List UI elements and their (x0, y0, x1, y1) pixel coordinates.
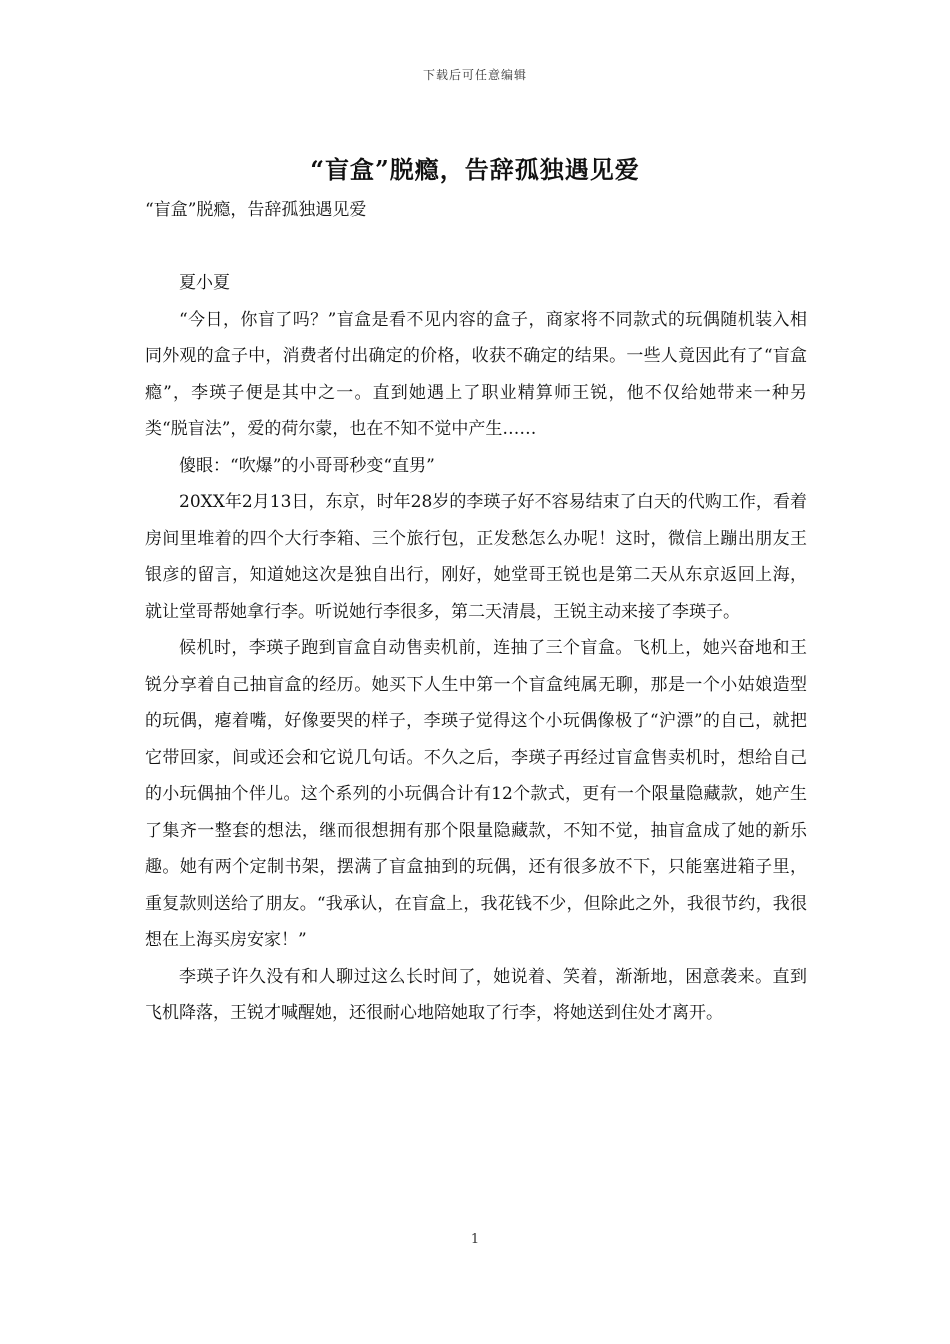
page-header: 下载后可任意编辑 (422, 68, 527, 82)
paragraph: 李瑛子许久没有和人聊过这么长时间了，她说着、笑着，渐渐地，困意袭来。直到飞机降落，王锐才喊醒她，还很耐心地陪她取了行李，将她送到住处才离开。 (145, 966, 807, 1023)
paragraph: 候机时，李瑛子跑到盲盒自动售卖机前，连抽了三个盲盒。飞机上，她兴奋地和王锐分享着自己抽盲盒的经历。她买下人生中第一个盲盒纯属无聊，那是一个小姑娘造型的玩偶，瘪着嘴，好像要哭的样子，李瑛子觉得这个小玩偶像极了“沪漂”的自己，就把它带回家，间或还会和它说几句话。不久之后，李瑛子再经过盲盒售卖机时，想给自己的小玩偶抽个伴儿。这个系列的小玩偶合计有12个款式，更有一个限量隐藏款，她产生了集齐一整套的想法，继而很想拥有那个限量隐藏款，不知不觉，抽盲盒成了她的新乐趣。她有两个定制书架，摆满了盲盒抽到的玩偶，还有很多放不下，只能塞进箱子里，重复款则送给了朋友。“我承认，在盲盒上，我花钱不少，但除此之外，我很节约，我很想在上海买房安家！” (145, 638, 807, 950)
paragraph-intro: “今日，你盲了吗？”盲盒是看不见内容的盒子，商家将不同款式的玩偶随机装入相同外观的盒子中，消费者付出确定的价格，收获不确定的结果。一些人竟因此有了“盲盒瘾”，李瑛子便是其中之一。直到她遇上了职业精算师王锐，他不仅给她带来一种另类“脱盲法”，爱的荷尔蒙，也在不知不觉中产生…… (145, 309, 807, 439)
page-number: 1 (470, 1232, 480, 1247)
author-byline: 夏小夏 (179, 273, 230, 293)
document-subtitle: “盲盒”脱瘾，告辞孤独遇见爱 (145, 200, 367, 220)
paragraph: 20XX年2月13日，东京，时年28岁的李瑛子好不容易结束了白天的代购工作，看着房间里堆着的四个大行李箱、三个旅行包，正发愁怎么办呢！这时，微信上蹦出朋友王银彦的留言，知道她这次是独自出行，刚好，她堂哥王锐也是第二天从东京返回上海，就让堂哥帮她拿行李。听说她行李很多，第二天清晨，王锐主动来接了李瑛子。 (145, 492, 807, 622)
section-heading: 傻眼：“吹爆”的小哥哥秒变“直男” (179, 455, 435, 476)
document-body (145, 192, 807, 1032)
document-title: “盲盒”脱瘾，告辞孤独遇见爱 (310, 155, 640, 184)
